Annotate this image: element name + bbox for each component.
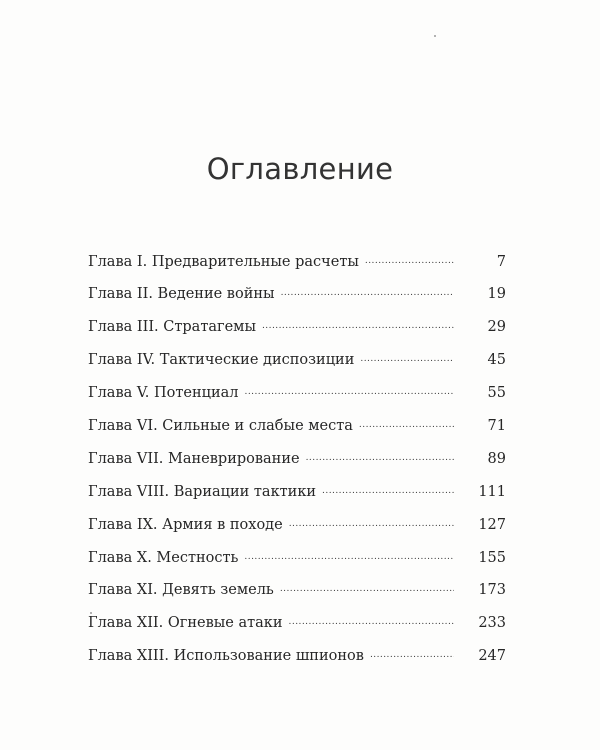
toc-entry-page: 89 <box>487 450 506 467</box>
toc-entry <box>88 383 506 416</box>
toc-entry-title: Глава I. Предварительные расчеты <box>88 253 359 270</box>
toc-entry-title: Глава XIII. Использование шпионов <box>88 648 364 665</box>
toc-entry-page: 111 <box>478 483 506 500</box>
toc-entry-page: 45 <box>487 352 506 369</box>
toc-entry-title: Глава X. Местность <box>88 549 239 566</box>
toc-entry-page: 233 <box>478 615 506 632</box>
toc-entry <box>88 415 506 448</box>
toc-entry <box>88 646 506 679</box>
toc-entry-page: 29 <box>487 319 506 336</box>
toc-entry <box>88 284 506 317</box>
toc-entry <box>88 580 506 613</box>
toc-entry-title: Глава IV. Тактические диспозиции <box>88 352 355 369</box>
toc-dot-leader <box>359 415 454 430</box>
toc-entry-page: 155 <box>478 549 506 566</box>
toc-entry <box>88 350 506 383</box>
toc-dot-leader <box>289 514 454 529</box>
toc-entry <box>88 514 506 547</box>
toc-entry <box>88 448 506 481</box>
toc-entry-page: 173 <box>478 582 506 599</box>
toc-dot-leader <box>306 448 454 463</box>
toc-dot-leader <box>365 251 454 266</box>
toc-entry-title: Глава III. Стратагемы <box>88 319 256 336</box>
toc-entry-title: Глава XI. Девять земель <box>88 582 274 599</box>
toc-entry-page: 247 <box>478 648 506 665</box>
toc-entry-title: Глава IX. Армия в походе <box>88 516 283 533</box>
toc-dot-leader <box>280 580 454 595</box>
toc-dot-leader <box>244 547 454 562</box>
toc-entry-page: 19 <box>487 286 506 303</box>
toc-entry-page: 55 <box>487 385 506 402</box>
toc-dot-leader <box>360 350 454 365</box>
toc-dot-leader <box>322 481 454 496</box>
toc-dot-leader <box>370 646 454 661</box>
toc-dot-leader <box>289 613 454 628</box>
toc-entry-title: Глава V. Потенциал <box>88 385 239 402</box>
toc-entry-page: 71 <box>487 417 506 434</box>
page-speck <box>434 35 436 37</box>
toc-entry <box>88 317 506 350</box>
toc-entry <box>88 547 506 580</box>
toc-entry-title: Глава II. Ведение войны <box>88 286 275 303</box>
table-of-contents <box>88 251 506 679</box>
page-title: Оглавление <box>206 152 394 186</box>
toc-dot-leader <box>245 383 454 398</box>
toc-entry <box>88 251 506 284</box>
toc-entry <box>88 481 506 514</box>
toc-entry-title: Глава VII. Маневрирование <box>88 450 300 467</box>
toc-entry-title: Глава VI. Сильные и слабые места <box>88 417 353 434</box>
toc-entry-title: Глава VIII. Вариации тактики <box>88 483 317 500</box>
toc-dot-leader <box>262 317 454 332</box>
toc-dot-leader <box>281 284 454 299</box>
toc-entry-page: 127 <box>478 516 506 533</box>
toc-entry-page: 7 <box>496 253 506 270</box>
toc-entry-title: Глава XII. Огневые атаки <box>88 615 283 632</box>
toc-entry <box>88 613 506 646</box>
